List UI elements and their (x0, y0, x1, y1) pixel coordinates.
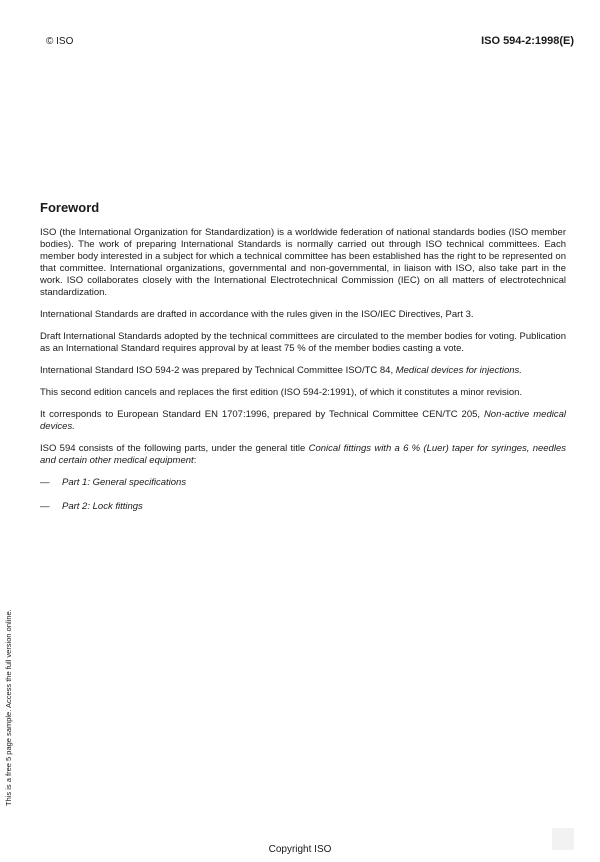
paragraph-drafting: International Standards are drafted in accordance with the rules given in the ISO/IEC Directives, Part 3. (40, 309, 474, 320)
foreword-body (40, 227, 566, 525)
prepared-by-text: International Standard ISO 594-2 was prepared by Technical Committee ISO/TC 84, (40, 365, 396, 376)
paragraph-edition: This second edition cancels and replaces the first edition (ISO 594-2:1991), of which it constitutes a minor revision. (40, 387, 523, 398)
list-dash: — (40, 501, 50, 512)
committee-title: Medical devices for injections. (395, 365, 522, 376)
parts-intro-text: ISO 594 consists of the following parts, under the general title (40, 443, 309, 454)
parts-intro-colon: : (193, 455, 197, 466)
list-item (40, 501, 566, 513)
list-item (40, 477, 566, 489)
general-title: Conical fittings with a 6 % (Luer) taper for syringes, needles and certain other medical equipment (40, 443, 566, 466)
part-2-title: Part 2: Lock fittings (62, 501, 143, 512)
paragraph-iso-intro: ISO (the International Organization for Standardization) is a worldwide federation of national standards bodies (ISO member bodies). The work of preparing International Standards is normally carried out through ISO technical committees. Each member body interested in a subject for which a technical committee has been established has the right to be represented on that committee. International organizations, governmental and non-governmental, in liaison with ISO, also take part in the work. ISO collaborates closely with the International Electrotechnical Commission (IEC) on all matters of electrotechnical standardization. (40, 227, 566, 298)
cen-committee-title: Non-active medical devices. (40, 409, 566, 432)
corresponds-text: It corresponds to European Standard EN 1707:1996, prepared by Technical Committee CEN/TC 205, (40, 409, 484, 420)
corner-placeholder (552, 828, 574, 850)
part-1-title: Part 1: General specifications (62, 477, 187, 488)
parts-list (40, 477, 566, 513)
page-title: Foreword (40, 200, 100, 215)
sample-notice: This is a free 5 page sample. Access the full version online. (4, 609, 13, 806)
paragraph-corresponds (40, 409, 566, 433)
footer-copyright: Copyright ISO (268, 844, 332, 855)
paragraph-prepared-by (40, 365, 566, 377)
paragraph-voting: Draft International Standards adopted by the technical committees are circulated to the member bodies for voting. Publication as an International Standard requires approval by at least 75 % of the member bodies casting a vote. (40, 331, 566, 354)
document-number: ISO 594-2:1998(E) (481, 35, 574, 47)
list-dash: — (40, 477, 50, 488)
paragraph-parts (40, 443, 566, 467)
header-copyright: © ISO (46, 36, 74, 47)
